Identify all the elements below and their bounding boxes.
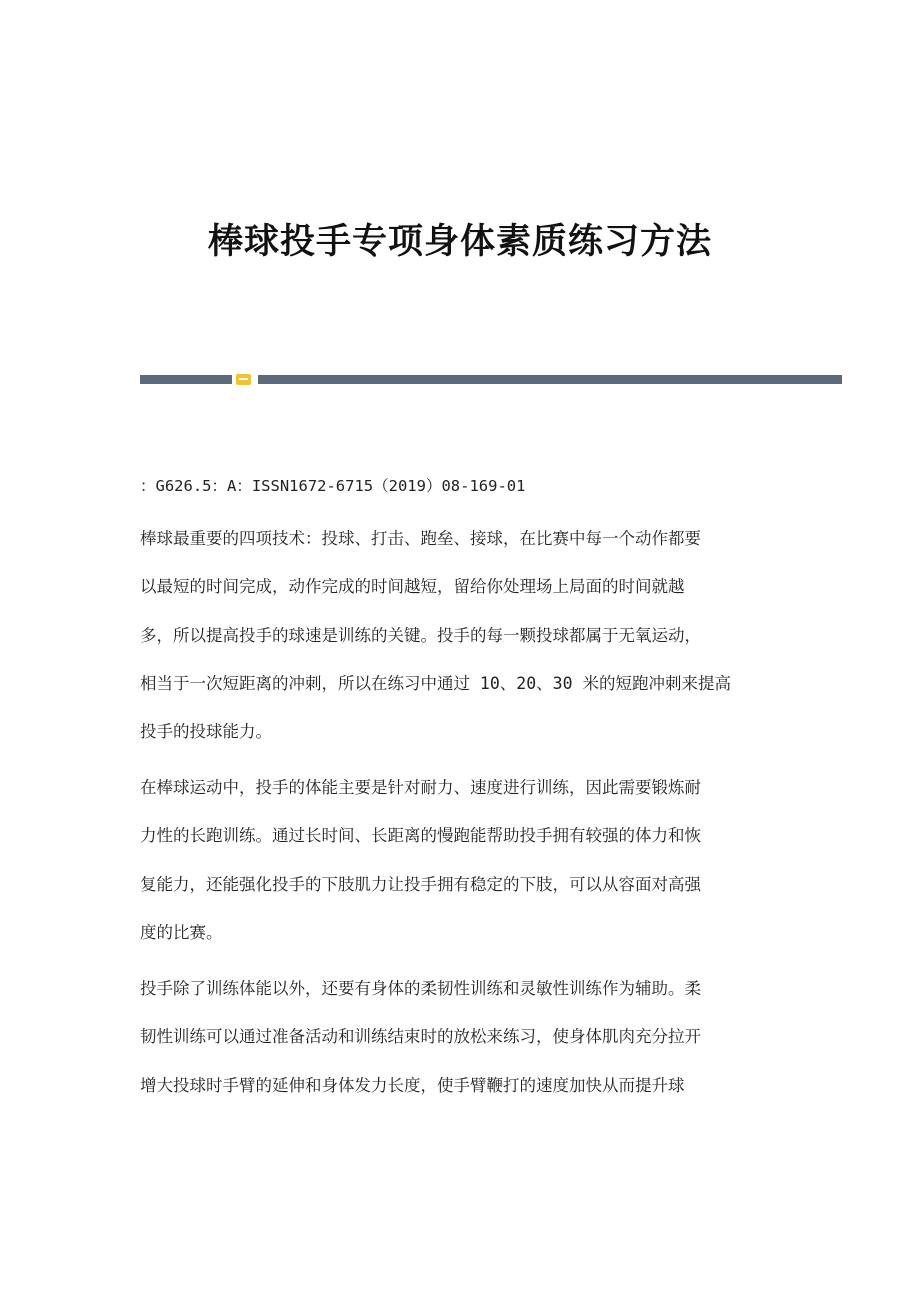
paragraph-line: 增大投球时手臂的延伸和身体发力长度，使手臂鞭打的速度加快从而提升球	[140, 1075, 685, 1095]
paragraph-3	[140, 965, 785, 1110]
paragraph-line: 多，所以提高投手的球速是训练的关键。投手的每一颗投球都属于无氧运动，	[140, 625, 701, 645]
paragraph-2	[140, 764, 785, 957]
paragraph-line: 棒球最重要的四项技术：投球、打击、跑垒、接球，在比赛中每一个动作都要	[140, 529, 701, 548]
document-title: 棒球投手专项身体素质练习方法	[207, 221, 712, 262]
paragraph-1	[140, 515, 785, 756]
title-divider	[140, 375, 842, 384]
paragraph-line: 投手除了训练体能以外，还要有身体的柔韧性训练和灵敏性训练作为辅助。柔	[140, 979, 701, 998]
paragraph-line: 复能力，还能强化投手的下肢肌力让投手拥有稳定的下肢，可以从容面对高强	[140, 874, 701, 894]
paragraph-line: 度的比赛。	[140, 922, 223, 942]
paragraph-line: 相当于一次短距离的冲刺，所以在练习中通过 10、20、30 米的短跑冲刺来提高	[140, 673, 731, 693]
divider-bar-left	[140, 375, 232, 384]
classification-metadata: ：G626.5：A：ISSN1672-6715（2019）08-169-01	[140, 477, 526, 495]
paragraph-line: 韧性训练可以通过准备活动和训练结束时的放松来练习，使身体肌肉充分拉开	[140, 1027, 701, 1047]
paragraph-line: 力性的长跑训练。通过长时间、长距离的慢跑能帮助投手拥有较强的体力和恢	[140, 826, 701, 846]
paragraph-line: 以最短的时间完成，动作完成的时间越短，留给你处理场上局面的时间就越	[140, 577, 685, 597]
divider-bar-right	[258, 375, 842, 384]
paragraph-line: 投手的投球能力。	[140, 722, 272, 742]
divider-emblem-icon	[236, 374, 251, 385]
paragraph-line: 在棒球运动中，投手的体能主要是针对耐力、速度进行训练，因此需要锻炼耐	[140, 778, 701, 797]
